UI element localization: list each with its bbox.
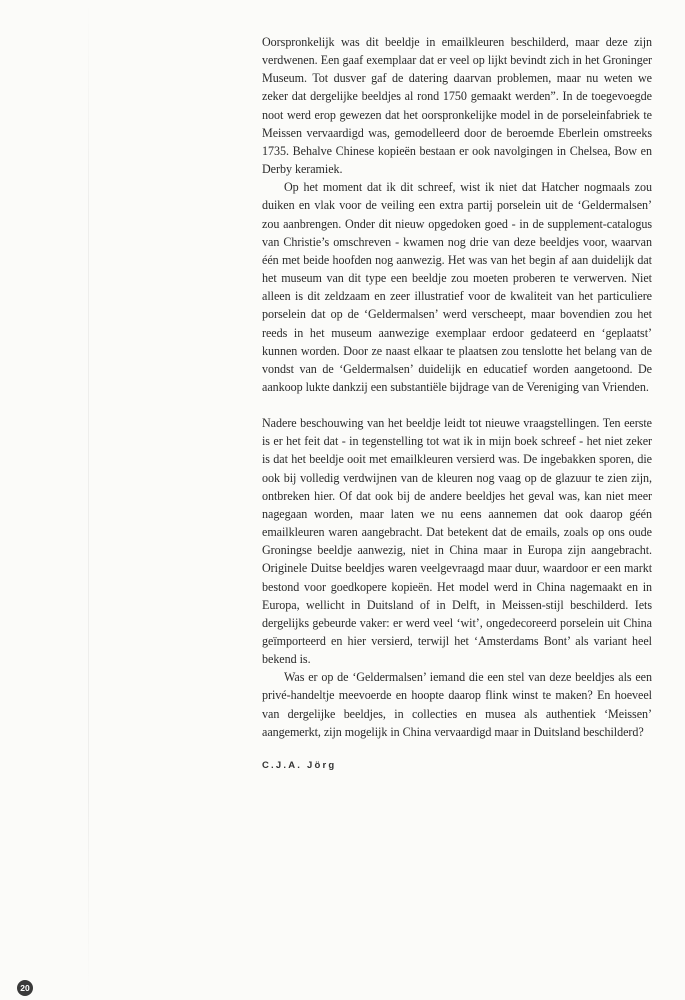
page-fold-shadow bbox=[88, 0, 89, 1000]
paragraph-4: Was er op de ‘Geldermalsen’ iemand die een stel van deze beeldjes als een privé-handeltje meevoerde en hoopte daarop flink winst te maken? En hoeveel van dergelijke beeldjes, in collecties en musea als authentiek ‘Meissen’ aangemerkt, zijn mogelijk in China vervaardigd maar in Duitsland beschilderd? bbox=[262, 670, 652, 739]
paragraph-1: Oorspronkelijk was dit beeldje in emailkleuren beschilderd, maar deze zijn verdwenen. Een gaaf exemplaar dat er veel op lijkt bevindt zich in het Groninger Museum. Tot dusver gaf de datering daarvan problemen, maar nu weten we zeker dat dergelijke beeldjes al rond 1750 gemaakt werden”. In de toegevoegde noot werd erop gewezen dat het oorspronkelijke model in de porseleinfabriek te Meissen vervaardigd was, gemodelleerd door de beroemde Eberlein omstreeks 1735. Behalve Chinese kopieën bestaan er ook navolgingen in Chelsea, Bow en Derby keramiek. bbox=[262, 35, 652, 177]
article-body bbox=[262, 33, 652, 771]
page-number-badge: 20 bbox=[17, 980, 33, 996]
paragraph-3: Nadere beschouwing van het beeldje leidt tot nieuwe vraagstellingen. Ten eerste is er het feit dat - in tegenstelling tot wat ik in mijn boek schreef - het niet zeker is dat het beeldje ooit met emailkleuren versierd was. De ingebakken sporen, die ook bij volledig verdwijnen van de kleuren nog vaag op de glazuur te zien zijn, ontbreken hier. Of dat ook bij de andere beeldjes het geval was, kan niet meer nagegaan worden, maar laten we nu eens aannemen dat ook daarop géén emailkleuren waren aangebracht. Dat betekent dat de emails, zoals op ons oude Groningse beeldje aanwezig, niet in China maar in Europa zijn aangebracht. Originele Duitse beeldjes waren veelgevraagd maar duur, waardoor er een markt bestond voor goedkopere kopieën. Het model werd in China nagemaakt en in Europa, wellicht in Duitsland of in Delft, in Meissen-stijl beschilderd. Iets dergelijks gebeurde vaker: er werd veel ‘wit’, ongedecoreerd porselein uit China geïmporteerd en hier versierd, terwijl het ‘Amsterdams Bont’ als variant heel bekend is. bbox=[262, 416, 652, 667]
author-signature: C.J.A. Jörg bbox=[262, 759, 337, 771]
paragraph-2: Op het moment dat ik dit schreef, wist ik niet dat Hatcher nogmaals zou duiken en vlak voor de veiling een extra partij porselein uit de ‘Geldermalsen’ zou aanbrengen. Onder dit nieuw opgedoken goed - in de supplement-catalogus van Christie’s omschreven - kwamen nog drie van deze beeldjes voor, waarvan één met beide hoofden nog aanwezig. Het was van het begin af aan duidelijk dat het museum van dit type een beeldje zou moeten proberen te verwerven. Niet alleen is dit zeldzaam en zeer illustratief voor de kwaliteit van het particuliere porselein dat op de ‘Geldermalsen’ werd verscheept, maar bovendien zou het reeds in het museum aanwezige exemplaar erdoor gedateerd en ‘geplaatst’ kunnen worden. Door ze naast elkaar te plaatsen zou tenslotte het belang van de vondst van de ‘Geldermalsen’ duidelijk en educatief worden aangetoond. De aankoop lukte dankzij een substantiële bijdrage van de Vereniging van Vrienden. bbox=[262, 180, 652, 394]
